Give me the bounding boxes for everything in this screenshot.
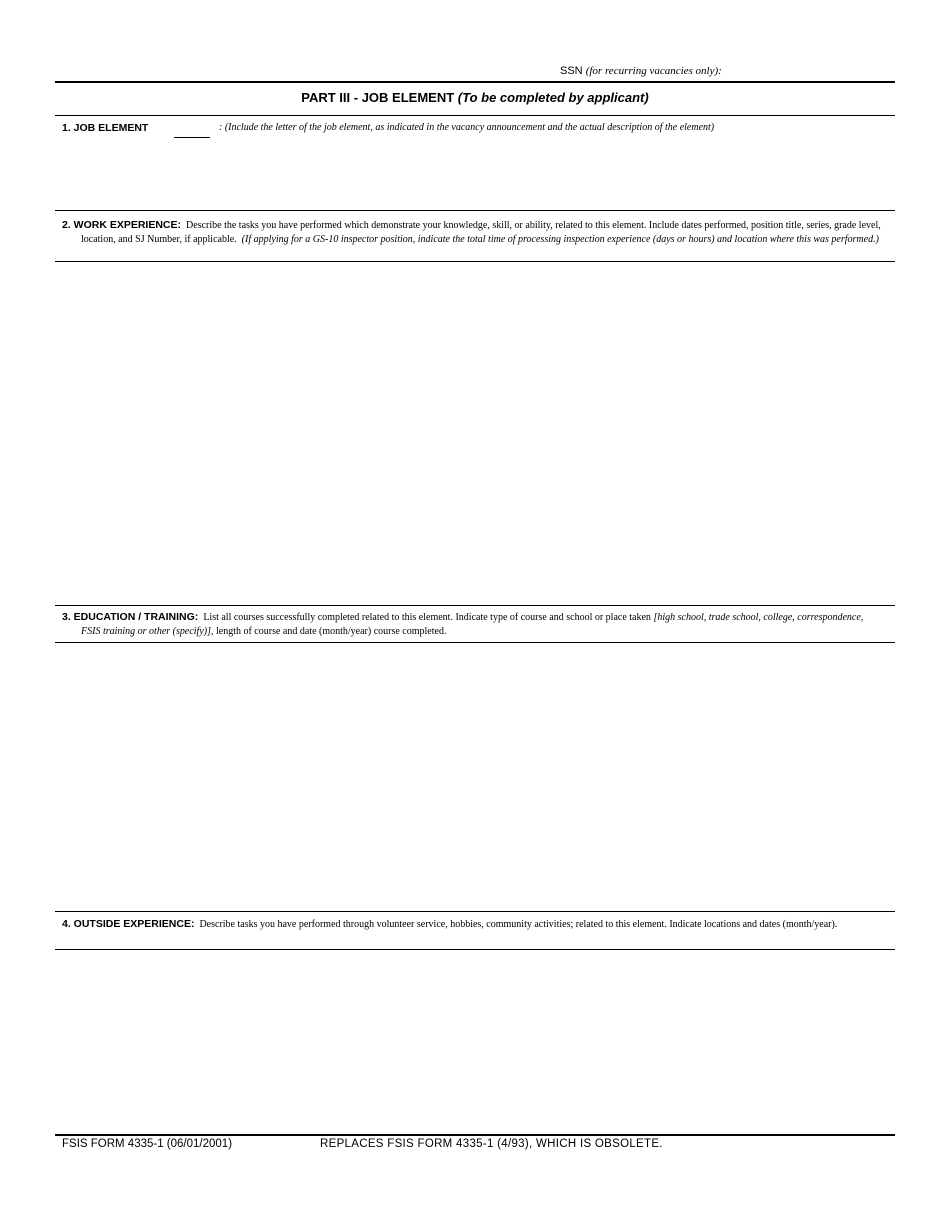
work-experience-answer-area[interactable] (55, 263, 895, 603)
title-rule (55, 115, 895, 116)
ssn-field-label (560, 65, 722, 77)
job-element-label: 1. JOB ELEMENT (62, 122, 149, 134)
outside-experience-answer-area[interactable] (55, 951, 895, 1131)
education-training-italic: [high school, trade school, college, correspondence, FSIS training or other (specify)] (81, 612, 864, 637)
footer-rule (55, 1134, 895, 1136)
job-element-note: : (Include the letter of the job element, as indicated in the vacancy announcement and the actual description of the element) (219, 122, 715, 133)
section-work-experience (62, 218, 881, 247)
outside-experience-label: 4. OUTSIDE EXPERIENCE: (62, 918, 195, 930)
job-element-description-area[interactable] (55, 143, 895, 209)
section-3-top-rule (55, 605, 895, 606)
job-element-letter-input[interactable] (174, 137, 210, 138)
section-4-bottom-rule (55, 949, 895, 950)
ssn-note: (for recurring vacancies only): (585, 65, 722, 77)
education-training-label: 3. EDUCATION / TRAINING: (62, 611, 199, 623)
education-training-text-a: List all courses successfully completed related to this element. Indicate type of course and school or place taken (203, 612, 651, 623)
work-experience-label: 2. WORK EXPERIENCE: (62, 219, 182, 231)
outside-experience-text: Describe tasks you have performed through volunteer service, hobbies, community activities; related to this element. Indicate locations and dates (month/year). (199, 919, 838, 930)
work-experience-text: Describe the tasks you have performed which demonstrate your knowledge, skill, or ability, related to this element. Include dates performed, position title, series, grade level, location, and SJ Number, if applicable. (81, 220, 881, 245)
part-title-main: PART III - JOB ELEMENT (301, 90, 455, 105)
section-2-bottom-rule (55, 261, 895, 262)
top-rule (55, 81, 895, 83)
section-outside-experience (62, 917, 877, 932)
section-education-training (62, 610, 871, 639)
part-title-sub: (To be completed by applicant) (457, 90, 649, 105)
work-experience-italic: (If applying for a GS-10 inspector position, indicate the total time of processing inspection experience (days or hours) and location where this was performed.) (241, 234, 879, 245)
section-4-top-rule (55, 911, 895, 912)
education-training-text-b: , length of course and date (month/year) course completed. (210, 626, 447, 637)
replaces-notice: REPLACES FSIS FORM 4335-1 (4/93), WHICH IS OBSOLETE. (320, 1138, 663, 1150)
section-3-bottom-rule (55, 642, 895, 643)
section-job-element (62, 121, 862, 136)
part-title (55, 90, 895, 105)
education-training-answer-area[interactable] (55, 644, 895, 909)
form-id: FSIS FORM 4335-1 (06/01/2001) (62, 1138, 233, 1150)
ssn-label: SSN (560, 65, 583, 77)
section-2-top-rule (55, 210, 895, 211)
